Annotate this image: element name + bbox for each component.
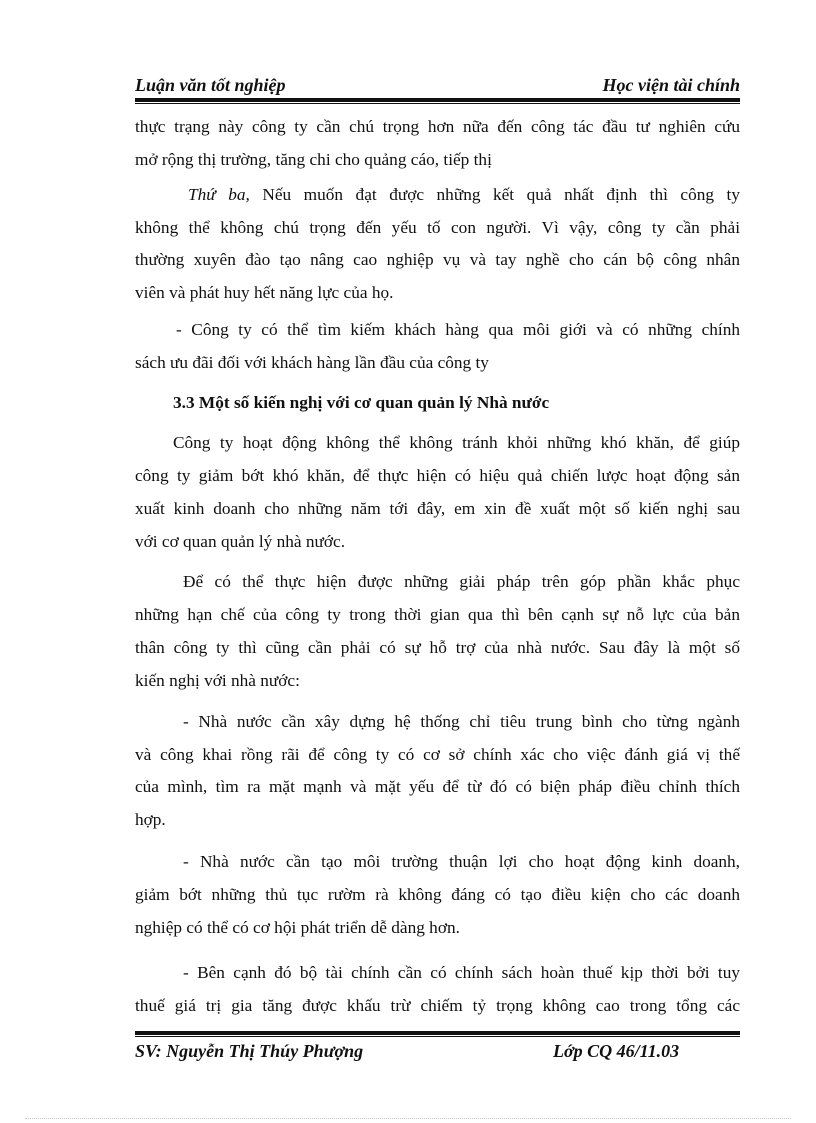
line-text: Nếu muốn đạt được những kết quả nhất định thì công ty: [249, 185, 740, 204]
footer-left: SV: Nguyễn Thị Thúy Phượng: [135, 1041, 364, 1061]
text-line: [135, 430, 740, 456]
text-line: [135, 147, 740, 173]
text-line: [135, 849, 740, 875]
line-text: với cơ quan quản lý nhà nước.: [135, 532, 346, 551]
line-text: - Nhà nước cần tạo môi trường thuận lợi cho hoạt động kinh doanh,: [183, 852, 740, 871]
line-text: - Công ty có thể tìm kiếm khách hàng qua môi giới và có những chính: [176, 320, 740, 339]
section-heading: [135, 390, 740, 416]
text-line: [135, 742, 740, 768]
footer-rule: [135, 1031, 740, 1037]
text-line: [135, 807, 740, 833]
line-text: viên và phát huy hết năng lực của họ.: [135, 283, 394, 302]
line-text: sách ưu đãi đối với khách hàng lần đầu của công ty: [135, 353, 489, 372]
text-line: [135, 602, 740, 628]
line-text: - Nhà nước cần xây dựng hệ thống chỉ tiêu trung bình cho từng ngành: [183, 712, 740, 731]
line-text: công ty giảm bớt khó khăn, để thực hiện có hiệu quả chiến lược hoạt động sản: [135, 466, 740, 485]
text-line: [135, 635, 740, 661]
text-line: [135, 960, 740, 986]
text-line: [135, 280, 740, 306]
text-line: [135, 668, 740, 694]
text-line: [135, 993, 740, 1019]
emphasis-lead: Thứ ba,: [188, 185, 250, 204]
line-text: mở rộng thị trường, tăng chi cho quảng cáo, tiếp thị: [135, 150, 492, 169]
line-text: thực trạng này công ty cần chú trọng hơn nữa đến công tác đầu tư nghiên cứu: [135, 117, 740, 136]
line-text: thân công ty thì cũng cần phải có sự hỗ trợ của nhà nước. Sau đây là một số: [135, 638, 740, 657]
line-text: thuế giá trị gia tăng được khấu trừ chiếm tỷ trọng không cao trong tổng các: [135, 996, 740, 1015]
header-rule: [135, 98, 740, 104]
text-line: [135, 350, 740, 376]
page-boundary: [25, 1118, 791, 1119]
text-line: [135, 529, 740, 555]
line-text: Công ty hoạt động không thể không tránh khỏi những khó khăn, để giúp: [173, 433, 740, 452]
footer-right: Lớp CQ 46/11.03: [553, 1041, 680, 1061]
text-line: [135, 915, 740, 941]
line-text: không thể không chú trọng đến yếu tố con người. Vì vậy, công ty cần phải: [135, 218, 740, 237]
text-line: [135, 182, 740, 208]
text-line: [135, 114, 740, 140]
text-line: [135, 496, 740, 522]
line-text: 3.3 Một số kiến nghị với cơ quan quản lý Nhà nước: [173, 393, 550, 412]
line-text: kiến nghị với nhà nước:: [135, 671, 300, 690]
text-line: [135, 317, 740, 343]
text-line: [135, 774, 740, 800]
text-line: [135, 569, 740, 595]
text-line: [135, 247, 740, 273]
line-text: xuất kinh doanh cho những năm tới đây, em xin đề xuất một số kiến nghị sau: [135, 499, 740, 518]
line-text: - Bên cạnh đó bộ tài chính cần có chính sách hoàn thuế kịp thời bởi tuy: [183, 963, 740, 982]
header-left: Luận văn tốt nghiệp: [135, 75, 286, 95]
line-text: hợp.: [135, 810, 166, 829]
line-text: giảm bớt những thủ tục rườm rà không đáng có tạo điều kiện cho các doanh: [135, 885, 740, 904]
line-text: của mình, tìm ra mặt mạnh và mặt yếu để từ đó có biện pháp điều chỉnh thích: [135, 777, 740, 796]
line-text: thường xuyên đào tạo nâng cao nghiệp vụ và tay nghề cho cán bộ công nhân: [135, 250, 740, 269]
line-text: những hạn chế của công ty trong thời gian qua thì bên cạnh sự nỗ lực của bản: [135, 605, 740, 624]
text-line: [135, 709, 740, 735]
line-text: nghiệp có thể có cơ hội phát triển dễ dàng hơn.: [135, 918, 460, 937]
line-text: và công khai rồng rãi để công ty có cơ sở chính xác cho việc đánh giá vị thế: [135, 745, 740, 764]
line-text: Để có thể thực hiện được những giải pháp trên góp phần khắc phục: [183, 572, 740, 591]
text-line: [135, 882, 740, 908]
text-line: [135, 215, 740, 241]
text-line: [135, 463, 740, 489]
header-right: Học viện tài chính: [602, 75, 740, 95]
